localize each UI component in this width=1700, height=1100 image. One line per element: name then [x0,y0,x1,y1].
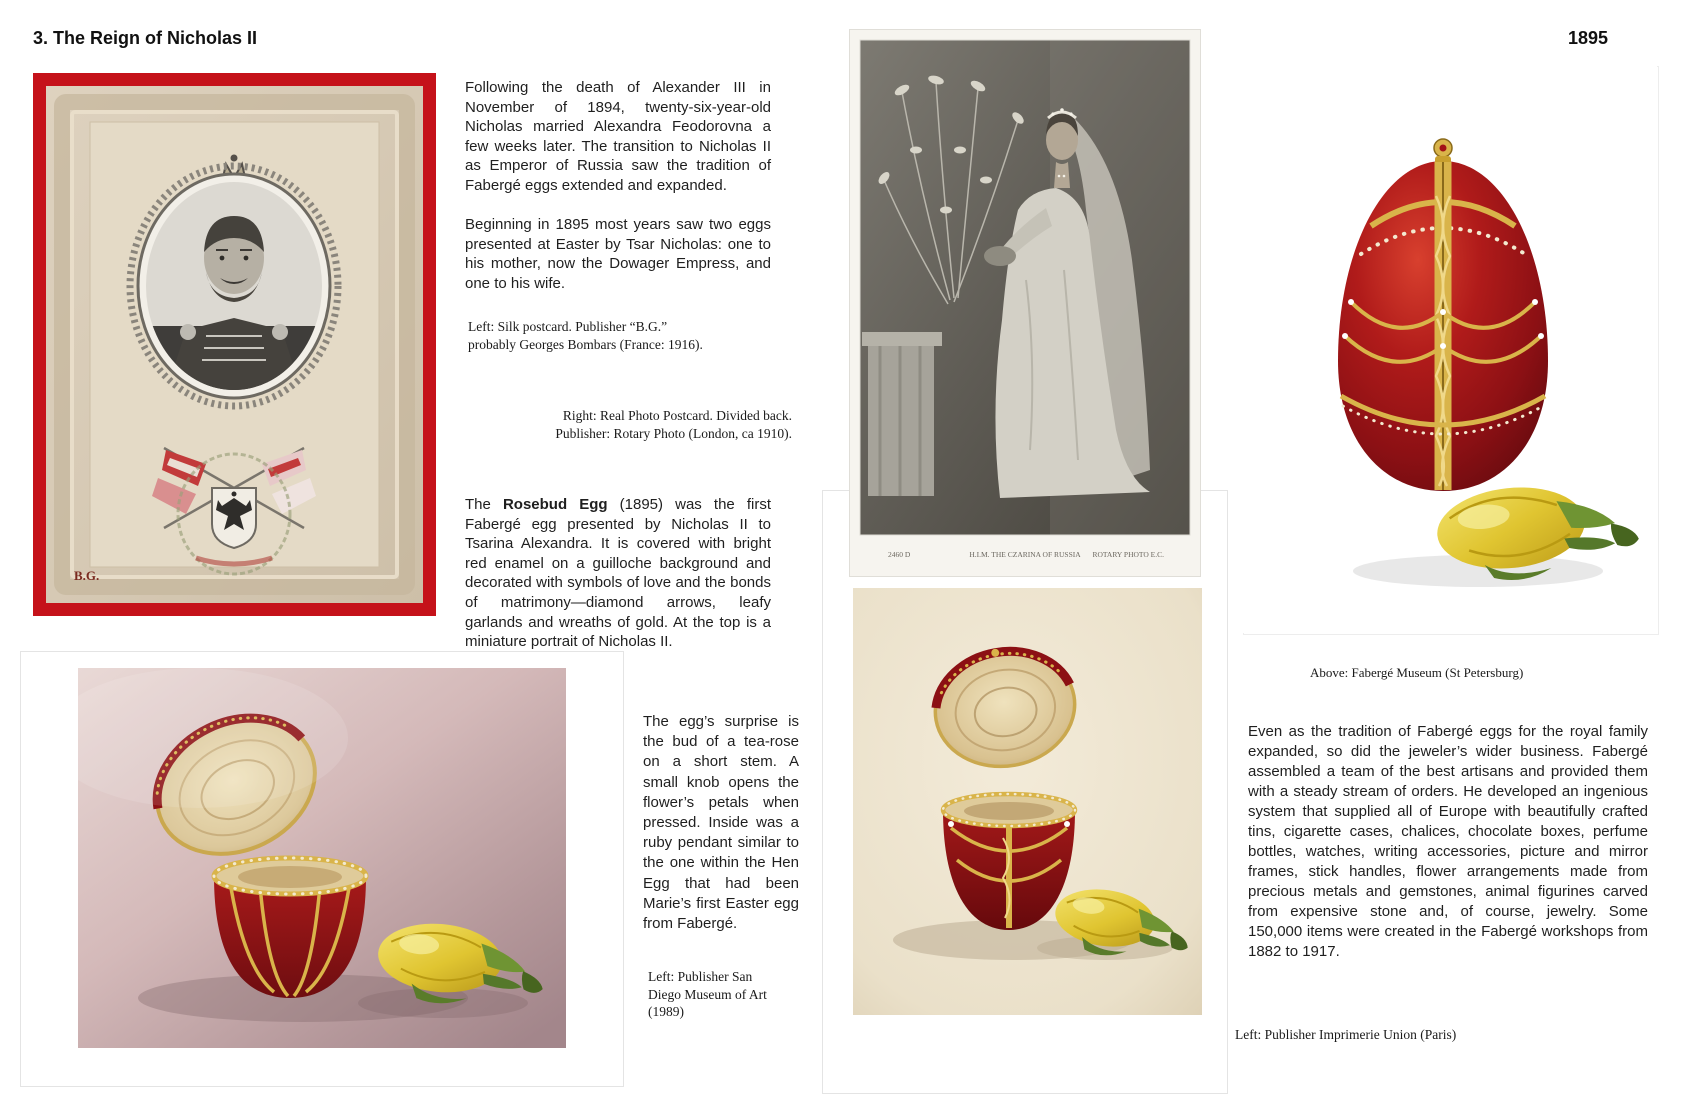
imperial-eagle-shield [212,488,256,548]
rosebud-egg-paragraph [465,495,771,652]
photo-postcard-caption [465,407,792,442]
silk-postcard-monogram: B.G. [74,568,100,583]
postcard-strip-title: H.I.M. THE CZARINA OF RUSSIA [969,550,1081,559]
intro-paragraph-2: Beginning in 1895 most years saw two eggs presented at Easter by Tsar Nicholas: one to his mother, now the Dowager Empress, and one to his wife. [465,216,771,292]
silk-postcard-caption-line2: probably Georges Bombars (France: 1916). [468,336,703,352]
open-egg-center-image [853,588,1202,1015]
san-diego-caption-line3: (1989) [648,1004,684,1019]
page-title: 3. The Reign of Nicholas II [33,28,258,48]
rosebud-egg-name: Rosebud Egg [502,496,608,513]
rosebud-egg-image [1243,66,1657,633]
page-year-label: 1895 [1568,28,1609,48]
rosebud-paragraph-pre: The [465,496,503,513]
silk-postcard-caption [468,318,703,353]
photo-postcard-caption-line1: Right: Real Photo Postcard. Divided back. [562,408,792,423]
silk-postcard-caption-line1: Left: Silk postcard. Publisher “B.G.” [468,319,668,334]
open-egg-center-illustration [853,588,1202,1015]
san-diego-caption [648,968,767,1021]
san-diego-caption-line1: Left: Publisher San [648,969,753,984]
open-egg-left-illustration [78,668,566,1048]
tsarina-photo-illustration [850,30,1200,576]
photo-postcard-caption-line2: Publisher: Rotary Photo (London, ca 1910). [555,425,792,441]
rosebud-egg-illustration [1243,66,1657,633]
postcard-strip-number: 2460 D [888,550,911,559]
faberge-business-paragraph: Even as the tradition of Fabergé eggs for the royal family expanded, so did the jeweler’s wider business. Fabergé assembled a team of the best artisans and provided them with a steady stream of orders. He developed an ingenious system that supplied all of Europe with beautifully crafted tins, cigarette cases, chalices, chocolate boxes, perfume bottles, watches, writing accessories, picture and mirror frames, stick handles, flower arrangements made from precious metals and gemstones, animal figurines carved from expensive stone and, of course, jewelry. Some 150,000 items were created in the Fabergé workshops from 1882 to 1917. [1248,723,1648,960]
imprimerie-caption: Left: Publisher Imprimerie Union (Paris) [1235,1027,1457,1042]
egg-museum-caption: Above: Fabergé Museum (St Petersburg) [1310,665,1524,680]
intro-paragraph-1: Following the death of Alexander III in November of 1894, twenty-six-year-old Nicholas married Alexandra Feodorovna a few weeks later. The transition to Nicholas II as Emperor of Russia saw the tradition of Fabergé eggs extended and expanded. [465,79,771,194]
open-egg-left-image [78,668,566,1048]
rosebud-paragraph-rest: (1895) was the first Fabergé egg presented by Nicholas II to Tsarina Alexandra. It is covered with bright red enamel on a guilloche background and decorated with symbols of love and the bonds of matrimony—diamond arrows, leafy garlands and wreaths of gold. At the top is a miniature portrait of Nicholas II. [465,496,772,651]
san-diego-caption-line2: Diego Museum of Art [648,986,767,1002]
surprise-paragraph: The egg’s surprise is the bud of a tea-rose on a short stem. A small knob opens the flower’s petals when pressed. Inside was a ruby pendant similar to the one within the Hen Egg that had been Marie’s first Easter egg from Fabergé. [643,713,799,933]
pedestal [862,332,942,346]
silk-postcard-illustration [46,86,423,603]
egg-finial [1434,139,1452,164]
postcard-strip-publisher: ROTARY PHOTO E.C. [1092,550,1164,559]
tsarina-photo-postcard [850,30,1200,576]
silk-postcard-image [33,73,436,616]
